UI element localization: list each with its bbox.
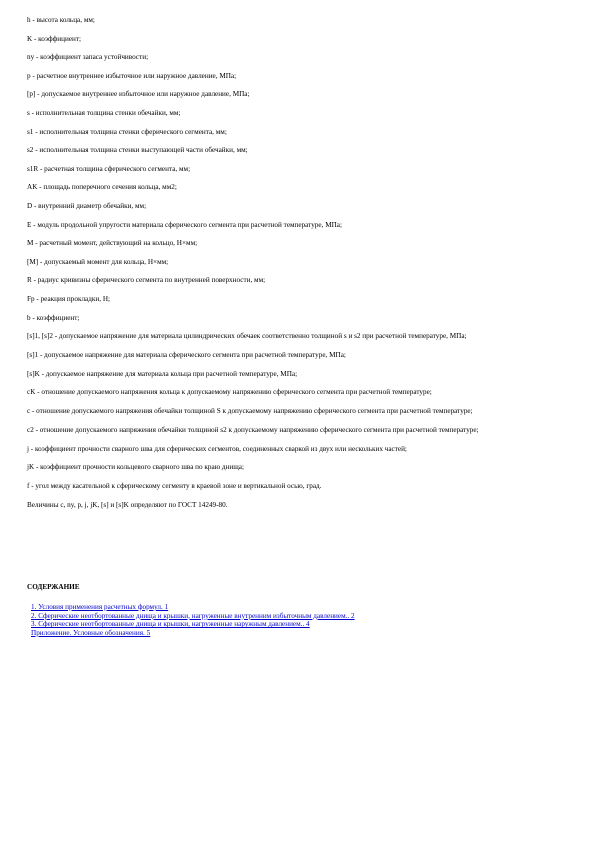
definition-ak: AK - площадь поперечного сечения кольца, мм2; (27, 183, 177, 192)
toc-link-appendix[interactable]: Приложение. Условные обозначения. 5 (31, 628, 151, 637)
definitions-note: Величины c, ny, p, j, jK, [s] и [s]K определяют по ГОСТ 14249-80. (27, 500, 228, 509)
definition-sigma-1: [s]1 - допускаемое напряжение для материала сферического сегмента при расчетной температуре, МПа; (27, 351, 346, 360)
definition-m: M - расчетный момент, действующий на кольцо, Н×мм; (27, 239, 198, 248)
definition-m-allowable: [M] - допускаемый момент для кольца, Н×мм; (27, 257, 169, 266)
definition-b: b - коэффициент; (27, 313, 80, 322)
definition-s1: s1 - исполнительная толщина стенки сферического сегмента, мм; (27, 127, 227, 136)
definition-h: h - высота кольца, мм; (27, 16, 95, 24)
definition-fp: Fp - реакция прокладки, Н; (27, 294, 111, 303)
definition-s1r: s1R - расчетная толщина сферического сегмента, мм; (27, 164, 191, 173)
toc-link-section-1[interactable]: 1. Условия применения расчетных формул. 1 (31, 603, 169, 611)
definition-p-allowable: [p] - допускаемое внутреннее избыточное или наружное давление, МПа; (27, 90, 250, 99)
definition-s2: s2 - исполнительная толщина стенки выступающей части обечайки, мм; (27, 146, 248, 155)
toc-title: СОДЕРЖАНИЕ (27, 583, 80, 591)
definitions-list (27, 16, 572, 519)
definition-sigma-1-2: [s]1, [s]2 - допускаемое напряжение для материала цилиндрических обечаек соответственно толщиной s и s2 при расчетной температуре, МПа; (27, 332, 467, 341)
definition-c: c - отношение допускаемого напряжения обечайки толщиной S к допускаемому напряжению сферического сегмента при расчетной температуре; (27, 406, 473, 415)
toc-link-section-3[interactable]: 3. Сферические неотбортованные днища и крышки, нагруженные наружным давлением.. 4 (31, 620, 310, 629)
definition-jk: jK - коэффициент прочности кольцевого сварного шва по краю днища; (27, 463, 244, 472)
definition-k: K - коэффициент; (27, 34, 82, 43)
definition-ck: cK - отношение допускаемого напряжения кольца к допускаемому напряжению сферического сегмента при расчетной температуре; (27, 388, 432, 397)
definition-j: j - коэффициент прочности сварного шва для сферических сегментов, соединенных сваркой из двух или нескольких частей; (27, 444, 407, 453)
definition-e: E - модуль продольной упругости материала сферического сегмента при расчетной температуре, МПа; (27, 220, 342, 229)
definition-r: R - радиус кривизны сферического сегмента по внутренней поверхности, мм; (27, 276, 266, 285)
definition-p: p - расчетное внутреннее избыточное или наружное давление, МПа; (27, 71, 237, 80)
table-of-contents (31, 603, 571, 637)
toc-link-section-2[interactable]: 2. Сферические неотбортованные днища и крышки, нагруженные внутренним избыточным давлением.. 2 (31, 611, 355, 620)
definition-d: D - внутренний диаметр обечайки, мм; (27, 201, 147, 210)
definition-s: s - исполнительная толщина стенки обечайки, мм; (27, 108, 181, 117)
definition-ny: ny - коэффициент запаса устойчивости; (27, 53, 149, 62)
definition-f: f - угол между касательной к сферическому сегменту в краевой зоне и вертикальной осью, град. (27, 482, 322, 491)
definition-sigma-k: [s]K - допускаемое напряжение для материала кольца при расчетной температуре, МПа; (27, 369, 298, 378)
definition-c2: c2 - отношение допускаемого напряжения обечайки толщиной s2 к допускаемому напряжению сферического сегмента при расчетной температуре; (27, 425, 479, 434)
